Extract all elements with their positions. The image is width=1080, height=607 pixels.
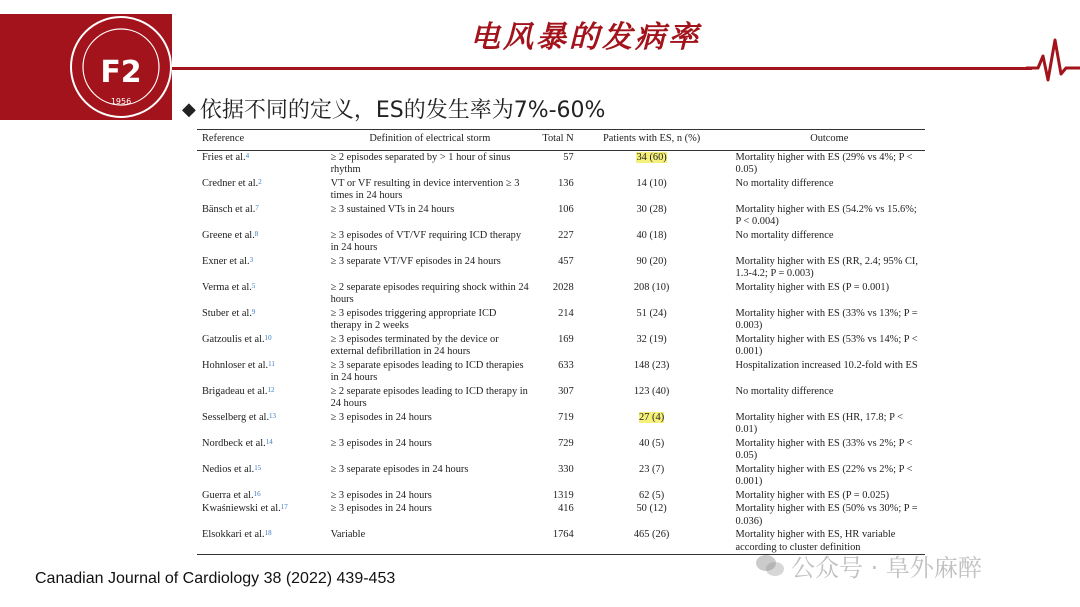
outcome-cell: Mortality higher with ES (22% vs 2%; P < 0.001) [735, 463, 913, 487]
patients-es-cell [576, 489, 728, 503]
definition-cell: ≥ 3 episodes in 24 hours [330, 489, 432, 501]
definition-cell: ≥ 3 episodes in 24 hours [330, 503, 432, 514]
table-row [197, 502, 925, 528]
patients-es-value: 27 (4) [639, 411, 665, 423]
table-body [197, 150, 925, 555]
total-n-cell: 1764 [531, 528, 576, 555]
table-row [197, 411, 925, 437]
patients-es-value: 208 (10) [633, 281, 670, 293]
outcome-cell: Mortality higher with ES (54.2% vs 15.6%; P < 0.004) [735, 203, 917, 227]
reference-citation-number: 13 [269, 411, 277, 420]
table-row [197, 359, 925, 385]
page-title: 电风暴的发病率 [470, 20, 701, 55]
outcome-cell: Mortality higher with ES (33% vs 2%; P < 0.05) [735, 437, 913, 461]
reference-cell [197, 255, 324, 281]
patients-es-value: 51 (24) [636, 307, 667, 319]
reference-cell [197, 281, 324, 307]
patients-es-cell [576, 333, 728, 359]
reference-citation-number: 16 [253, 489, 261, 498]
reference-citation-number: 12 [267, 385, 275, 394]
column-header-outcome: Outcome [728, 130, 925, 151]
total-n-cell: 227 [558, 229, 574, 241]
reference-name: Bänsch et al. [202, 203, 256, 215]
reference-name: Brigadeau et al. [202, 385, 268, 397]
reference-cell [197, 411, 324, 437]
total-n-cell: 57 [563, 151, 574, 163]
table-row [197, 489, 925, 503]
outcome-cell: Hospitalization increased 10.2-fold with ES [735, 359, 918, 371]
reference-name: Stuber et al. [202, 307, 252, 319]
title-divider [172, 67, 1032, 70]
table-row [197, 463, 925, 489]
definition-cell: ≥ 3 sustained VTs in 24 hours [330, 203, 455, 215]
patients-es-value: 14 (10) [636, 177, 667, 189]
total-n-cell: 633 [558, 359, 574, 371]
reference-name: Guerra et al. [202, 489, 254, 501]
reference-cell [197, 463, 324, 489]
patients-es-cell [576, 177, 728, 203]
reference-citation-number: 17 [280, 503, 288, 511]
table-row [197, 255, 925, 281]
ecg-pulse-icon [1026, 36, 1080, 86]
column-header-definition: Definition of electrical storm [324, 130, 532, 151]
patients-es-value: 32 (19) [636, 333, 667, 345]
reference-name: Kwaśniewski et al. [202, 503, 281, 514]
reference-citation-number: 11 [268, 359, 275, 368]
reference-name: Credner et al. [202, 177, 259, 189]
patients-es-cell [576, 359, 728, 385]
patients-es-value: 40 (5) [639, 437, 665, 449]
table-row [197, 385, 925, 411]
reference-name: Sesselberg et al. [202, 411, 270, 423]
table-row [197, 150, 925, 177]
patients-es-cell [576, 307, 728, 333]
reference-cell [197, 333, 324, 359]
reference-citation-number: 5 [251, 281, 256, 290]
reference-name: Hohnloser et al. [202, 359, 269, 371]
patients-es-cell [576, 281, 728, 307]
total-n-cell: 457 [558, 255, 574, 267]
watermark-text: 公众号 · 阜外麻醉 [791, 554, 982, 582]
outcome-cell: No mortality difference [735, 229, 834, 241]
outcome-cell: Mortality higher with ES (50% vs 30%; P = 0.036) [735, 503, 918, 527]
table-row [197, 177, 925, 203]
reference-citation-number: 2 [258, 177, 262, 186]
citation: Canadian Journal of Cardiology 38 (2022) 439-453 [35, 570, 396, 587]
definition-cell: ≥ 3 separate VT/VF episodes in 24 hours [330, 255, 501, 267]
definition-cell: ≥ 2 separate episodes leading to ICD therapy in 24 hours [330, 385, 528, 409]
subtitle-text: 依据不同的定义，ES的发生率为7%-60% [199, 98, 606, 123]
subtitle [182, 93, 605, 124]
total-n-cell: 169 [558, 333, 574, 345]
total-n-cell: 1319 [552, 489, 574, 501]
reference-citation-number: 15 [254, 463, 262, 472]
total-n-cell: 330 [558, 463, 574, 475]
definition-cell: ≥ 3 episodes in 24 hours [330, 411, 432, 423]
table-row [197, 437, 925, 463]
patients-es-value: 465 (26) [633, 529, 670, 540]
table-row [197, 333, 925, 359]
patients-es-value: 50 (12) [636, 503, 667, 514]
table-row [197, 281, 925, 307]
total-n-cell: 729 [558, 437, 574, 449]
reference-cell [197, 502, 324, 528]
total-n-cell: 416 [558, 503, 574, 514]
patients-es-cell [576, 255, 728, 281]
table-row [197, 203, 925, 229]
reference-citation-number: 8 [254, 229, 259, 238]
patients-es-value: 40 (18) [636, 229, 667, 241]
logo-text: F2 [100, 55, 142, 90]
outcome-cell: No mortality difference [735, 385, 834, 397]
reference-citation-number: 4 [245, 151, 250, 160]
patients-es-value: 34 (60) [636, 151, 667, 163]
reference-cell [197, 150, 324, 177]
total-n-cell: 214 [558, 307, 574, 319]
reference-cell [197, 528, 324, 555]
reference-cell [197, 177, 324, 203]
reference-name: Exner et al. [202, 255, 250, 267]
reference-name: Gatzoulis et al. [202, 333, 265, 345]
patients-es-cell [576, 203, 728, 229]
reference-name: Nedios et al. [202, 463, 255, 475]
definition-cell: VT or VF resulting in device intervention ≥ 3 times in 24 hours [330, 177, 520, 201]
reference-citation-number: 18 [264, 529, 272, 537]
patients-es-cell [576, 411, 728, 437]
definition-cell: Variable [324, 528, 532, 555]
wechat-icon [755, 553, 785, 579]
total-n-cell: 307 [558, 385, 574, 397]
definition-cell: ≥ 3 episodes of VT/VF requiring ICD therapy in 24 hours [330, 229, 522, 253]
outcome-cell: Mortality higher with ES, HR variable according to cluster definition [728, 528, 925, 555]
outcome-cell: Mortality higher with ES (53% vs 14%; P < 0.001) [735, 333, 918, 357]
definition-cell: ≥ 3 separate episodes in 24 hours [330, 463, 469, 475]
outcome-cell: Mortality higher with ES (HR, 17.8; P < 0.01) [735, 411, 903, 435]
patients-es-cell [576, 229, 728, 255]
patients-es-value: 62 (5) [639, 489, 665, 501]
patients-es-value: 148 (23) [633, 359, 670, 371]
reference-cell [197, 203, 324, 229]
table-row [197, 229, 925, 255]
definition-cell: ≥ 3 episodes triggering appropriate ICD therapy in 2 weeks [330, 307, 497, 331]
reference-cell [197, 229, 324, 255]
bullet-diamond-icon: ◆ [182, 99, 196, 120]
table-header-row [197, 130, 925, 151]
patients-es-cell [576, 150, 728, 177]
definition-cell: ≥ 3 episodes terminated by the device or external defibrillation in 24 hours [330, 333, 499, 357]
reference-citation-number: 7 [255, 203, 259, 212]
patients-es-cell [576, 437, 728, 463]
total-n-cell: 106 [558, 203, 574, 215]
reference-cell [197, 437, 324, 463]
patients-es-cell [576, 463, 728, 489]
reference-citation-number: 3 [249, 255, 254, 264]
column-header-total-n: Total N [531, 130, 576, 151]
outcome-cell: Mortality higher with ES (P = 0.025) [735, 489, 890, 501]
electrical-storm-table [197, 129, 925, 555]
patients-es-value: 123 (40) [633, 385, 670, 397]
outcome-cell: Mortality higher with ES (29% vs 4%; P < 0.05) [735, 151, 913, 175]
patients-es-cell [576, 385, 728, 411]
watermark [755, 548, 982, 583]
patients-es-cell [576, 502, 728, 528]
patients-es-value: 23 (7) [639, 463, 665, 475]
patients-es-value: 30 (28) [636, 203, 667, 215]
definition-cell: ≥ 2 separate episodes requiring shock within 24 hours [330, 281, 529, 305]
patients-es-cell [576, 528, 728, 555]
reference-cell [197, 307, 324, 333]
total-n-cell: 719 [558, 411, 574, 423]
definition-cell: ≥ 3 episodes in 24 hours [330, 437, 432, 449]
reference-cell [197, 359, 324, 385]
outcome-cell: Mortality higher with ES (33% vs 13%; P = 0.003) [735, 307, 918, 331]
outcome-cell: Mortality higher with ES (P = 0.001) [735, 281, 890, 293]
column-header-patients-es: Patients with ES, n (%) [576, 130, 728, 151]
patients-es-value: 90 (20) [636, 255, 667, 267]
reference-name: Nordbeck et al. [202, 437, 266, 449]
reference-citation-number: 14 [265, 437, 273, 446]
outcome-cell: Mortality higher with ES (RR, 2.4; 95% CI, 1.3-4.2; P = 0.003) [735, 255, 918, 279]
reference-name: Fries et al. [202, 151, 246, 163]
logo-year: 1956 [110, 97, 132, 106]
reference-citation-number: 9 [251, 307, 256, 316]
total-n-cell: 2028 [552, 281, 574, 293]
table-row [197, 307, 925, 333]
definition-cell: ≥ 2 episodes separated by > 1 hour of sinus rhythm [330, 151, 511, 175]
reference-cell [197, 385, 324, 411]
reference-name: Verma et al. [202, 281, 252, 293]
reference-name: Greene et al. [202, 229, 255, 241]
hospital-logo [68, 14, 174, 120]
reference-cell [197, 489, 324, 503]
outcome-cell: No mortality difference [735, 177, 834, 189]
column-header-reference: Reference [197, 130, 324, 151]
total-n-cell: 136 [558, 177, 574, 189]
reference-name: Elsokkari et al. [202, 529, 265, 540]
definition-cell: ≥ 3 separate episodes leading to ICD therapies in 24 hours [330, 359, 524, 383]
reference-citation-number: 10 [264, 333, 272, 342]
